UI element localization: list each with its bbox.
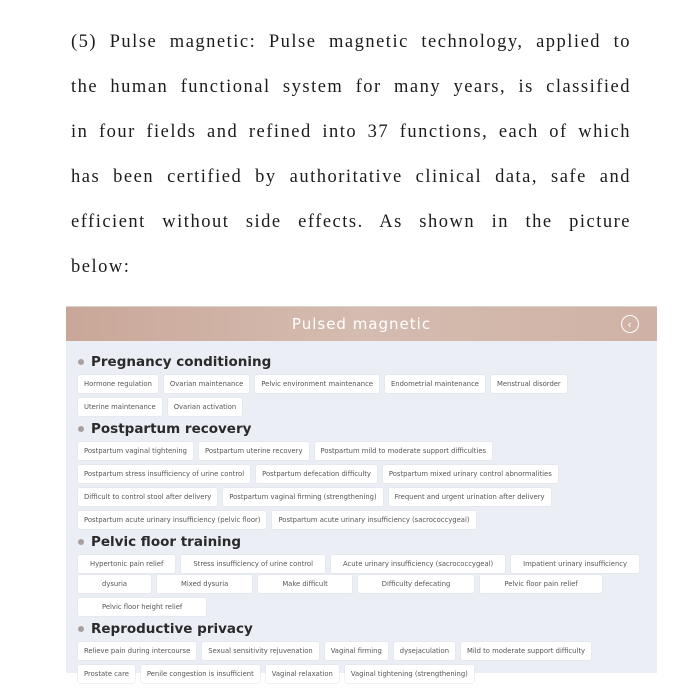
function-chip[interactable]: Pelvic environment maintenance bbox=[255, 375, 379, 393]
function-chip[interactable]: Make difficult bbox=[258, 575, 351, 593]
bullet-icon bbox=[78, 426, 84, 432]
function-chip[interactable]: Vaginal relaxation bbox=[266, 665, 339, 683]
function-chip[interactable]: Postpartum mild to moderate support difficulties bbox=[315, 442, 493, 460]
function-chip[interactable]: Mixed dysuria bbox=[157, 575, 252, 593]
function-chip[interactable]: dysuria bbox=[78, 575, 151, 593]
function-chip[interactable]: dysejaculation bbox=[394, 642, 455, 660]
section-title-reproductive: Reproductive privacy bbox=[78, 618, 647, 640]
chips-pelvic-floor bbox=[78, 555, 647, 573]
body-paragraph: (5) Pulse magnetic: Pulse magnetic technology, applied to the human functional system for many years, is classified in four fields and refined into 37 functions, each of which has been certified by authoritative clinical data, safe and efficient without side effects. As shown in the picture below: bbox=[71, 32, 631, 277]
function-chip[interactable]: Postpartum acute urinary insufficiency (pelvic floor) bbox=[78, 511, 266, 529]
function-chip[interactable]: Impatient urinary insufficiency bbox=[511, 555, 639, 573]
function-chip[interactable]: Vaginal tightening (strengthening) bbox=[345, 665, 474, 683]
section-title-pelvic-floor: Pelvic floor training bbox=[78, 531, 647, 553]
bullet-icon bbox=[78, 626, 84, 632]
figure-title: Pulsed magnetic bbox=[291, 315, 432, 333]
function-chip[interactable]: Vaginal firming bbox=[325, 642, 388, 660]
bullet-icon bbox=[78, 359, 84, 365]
back-circle-icon[interactable]: ‹ bbox=[621, 315, 639, 333]
function-chip[interactable]: Ovarian activation bbox=[168, 398, 243, 416]
function-chip[interactable]: Postpartum vaginal tightening bbox=[78, 442, 193, 460]
function-chip[interactable]: Hormone regulation bbox=[78, 375, 158, 393]
function-chip[interactable]: Penile congestion is insufficient bbox=[141, 665, 260, 683]
function-chip[interactable]: Sexual sensitivity rejuvenation bbox=[202, 642, 318, 660]
function-chip[interactable]: Difficulty defecating bbox=[358, 575, 475, 593]
function-chip[interactable]: Stress insufficiency of urine control bbox=[181, 555, 325, 573]
function-chip[interactable]: Ovarian maintenance bbox=[164, 375, 249, 393]
function-chip[interactable]: Frequent and urgent urination after delivery bbox=[389, 488, 551, 506]
function-chip[interactable]: Acute urinary insufficiency (sacrococcygeal) bbox=[331, 555, 505, 573]
function-chip[interactable]: Postpartum uterine recovery bbox=[199, 442, 308, 460]
chips-pregnancy bbox=[78, 375, 647, 416]
function-chip[interactable]: Endometrial maintenance bbox=[385, 375, 485, 393]
function-chip[interactable]: Menstrual disorder bbox=[491, 375, 567, 393]
function-chip[interactable]: Hypertonic pain relief bbox=[78, 555, 175, 573]
function-chip[interactable]: Postpartum acute urinary insufficiency (sacrococcygeal) bbox=[272, 511, 475, 529]
function-sections bbox=[66, 341, 657, 683]
chips-postpartum bbox=[78, 442, 647, 529]
function-chip[interactable]: Pelvic floor height relief bbox=[78, 598, 206, 616]
function-chip[interactable]: Mild to moderate support difficulty bbox=[461, 642, 591, 660]
function-chip[interactable]: Postpartum defecation difficulty bbox=[256, 465, 377, 483]
section-title-postpartum: Postpartum recovery bbox=[78, 418, 647, 440]
function-chip[interactable]: Uterine maintenance bbox=[78, 398, 162, 416]
function-chip[interactable]: Prostate care bbox=[78, 665, 135, 683]
function-chip[interactable]: Postpartum stress insufficiency of urine control bbox=[78, 465, 250, 483]
bullet-icon bbox=[78, 539, 84, 545]
chips-pelvic-floor-row2 bbox=[78, 575, 647, 616]
function-chip[interactable]: Difficult to control stool after delivery bbox=[78, 488, 217, 506]
function-chip[interactable]: Postpartum vaginal firming (strengthening) bbox=[223, 488, 382, 506]
figure-header bbox=[66, 307, 657, 341]
function-chip[interactable]: Relieve pain during intercourse bbox=[78, 642, 196, 660]
chips-reproductive bbox=[78, 642, 647, 683]
pulsed-magnetic-figure bbox=[66, 306, 657, 678]
function-chip[interactable]: Postpartum mixed urinary control abnormalities bbox=[383, 465, 558, 483]
function-chip[interactable]: Pelvic floor pain relief bbox=[480, 575, 601, 593]
section-title-pregnancy: Pregnancy conditioning bbox=[78, 351, 647, 373]
